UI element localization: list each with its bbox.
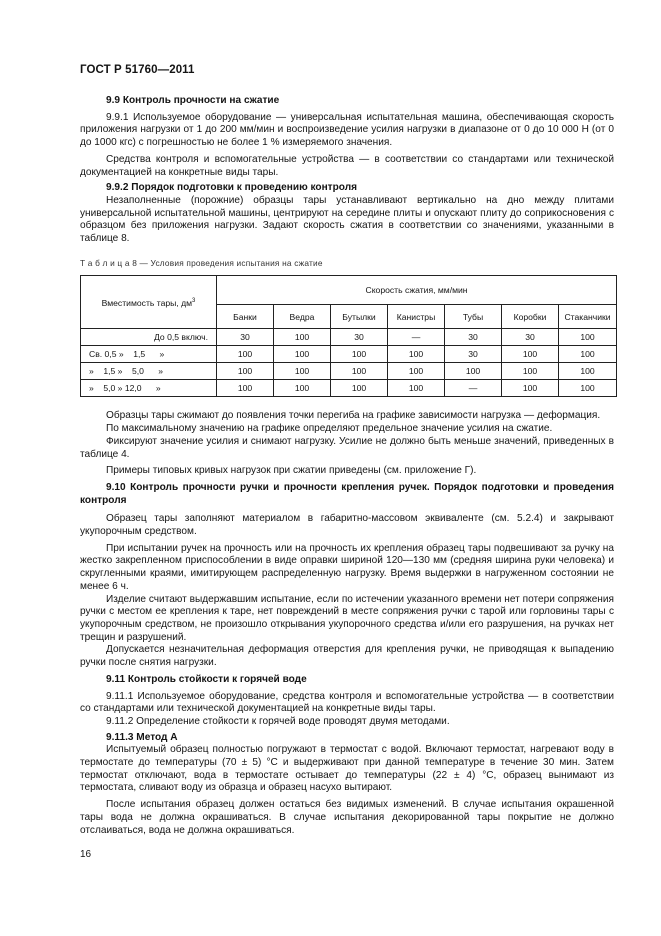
paragraph: После испытания образец должен остаться без видимых изменений. В случае испытания окрашенной тары вода не должна окрашиваться. В случае испытания декорированной тары покрытие не должно отслаиваться, вода не должна окрашиваться.	[80, 799, 614, 836]
column-header: Бутылки	[331, 305, 388, 329]
column-header: Канистры	[388, 305, 445, 329]
table-cell: 100	[274, 329, 331, 346]
paragraph: Допускается незначительная деформация отверстия для крепления ручки, не приводящая к выпадению ручки после снятия нагрузки.	[80, 644, 614, 669]
paragraph: Незаполненные (порожние) образцы тары устанавливают вертикально на дно между плитами универсальной испытательной машины, центрируют на середине плиты и опускают плиту до соприкосновения с образцом без приложения нагрузки. Задают скорость сжатия в соответствии со значениями, указанными в таблице 8.	[80, 194, 614, 245]
row-label: » 1,5 » 5,0 »	[81, 363, 217, 380]
table-cell: 100	[274, 380, 331, 397]
document-header: ГОСТ Р 51760—2011	[80, 64, 195, 76]
paragraph: 9.11.1 Используемое оборудование, средства контроля и вспомогательные устройства — в соответствии со стандартами или технической документацией на конкретные виды тары.	[80, 690, 614, 715]
row-label: » 5,0 » 12,0 »	[81, 380, 217, 397]
section-heading: 9.11 Контроль стойкости к горячей воде	[106, 673, 307, 685]
section-heading: 9.9 Контроль прочности на сжатие	[106, 95, 280, 106]
paragraph: Примеры типовых кривых нагрузок при сжатии приведены (см. приложение Г).	[106, 465, 477, 477]
table-row	[81, 380, 617, 397]
document-body	[80, 92, 614, 837]
speed-group-header: Скорость сжатия, мм/мин	[217, 276, 617, 305]
table-cell: 100	[217, 346, 274, 363]
table-cell: 100	[388, 380, 445, 397]
row-label: До 0,5 включ.	[81, 329, 217, 346]
paragraph: Испытуемый образец полностью погружают в термостат с водой. Включают термостат, нагревают воду в термостате до температуры (70 ± 5) °С и выдерживают при данной температуре в течение 30 мин. Затем термостат отключают, вода в термостате остывает до температуры (22 ± 4) °С, образец вынимают из термостата, сливают воду из образца и образец насухо вытирают.	[80, 744, 614, 794]
paragraph: 9.9.1 Используемое оборудование — универсальная испытательная машина, обеспечивающая скорость приложения нагрузки от 1 до 200 мм/мин и воспроизведение усилия нагрузки в диапазоне от 0 до 10 000 Н (от 0 до 1000 кгс) с погрешностью не более 1 % измеряемого значения.	[80, 111, 614, 149]
table-caption: Т а б л и ц а 8 — Условия проведения испытания на сжатие	[80, 257, 323, 268]
paragraph: При испытании ручек на прочность или на прочность их крепления образец тары подвешивают за ручку на жестко закрепленном приспособлении в виде оправки шириной 120—130 мм (средняя ширина руки человека) и скругленными краями, имитирующем распределенную нагрузку. Время выдержки в нагруженном состоянии не менее 6 ч.	[80, 542, 614, 592]
table-row	[81, 363, 617, 380]
paragraph: Образцы тары сжимают до появления точки перегиба на графике зависимости нагрузка — деформация.	[106, 410, 601, 422]
table-cell: 100	[445, 363, 502, 380]
section-heading: 9.11.3 Метод А	[106, 731, 178, 743]
table-cell: 100	[274, 346, 331, 363]
page-number: 16	[80, 849, 92, 860]
table-row	[81, 346, 617, 363]
table-cell: 100	[217, 380, 274, 397]
table-cell: 100	[331, 380, 388, 397]
table-cell: 100	[502, 363, 559, 380]
table-cell: 100	[331, 363, 388, 380]
sections-after-table	[80, 410, 614, 837]
table-cell: 100	[559, 346, 617, 363]
table-cell: 100	[502, 380, 559, 397]
paragraph: По максимальному значению на графике определяют предельное значение усилия на сжатие.	[106, 423, 553, 435]
paragraph: Изделие считают выдержавшим испытание, если по истечении указанного времени нет потери сопряжения ручки с местом ее крепления к таре, нет повреждений в месте сопряжения ручки с тарой или горловины тары с укупорочным средством, не произошло открывания укупорочного средства и/или его разрушения, на ручках нет трещин и разрушений.	[80, 593, 614, 643]
table-cell: 100	[331, 346, 388, 363]
table-cell: —	[445, 380, 502, 397]
table-cell: 30	[502, 329, 559, 346]
column-header: Коробки	[502, 305, 559, 329]
table-cell: 30	[217, 329, 274, 346]
table-cell: 30	[445, 329, 502, 346]
column-header: Ведра	[274, 305, 331, 329]
row-label: Св. 0,5 » 1,5 »	[81, 346, 217, 363]
table-cell: 100	[274, 363, 331, 380]
table-cell: —	[388, 329, 445, 346]
capacity-column-header: Вместимость тары, $дм^3$	[81, 276, 217, 329]
paragraph: Средства контроля и вспомогательные устройства — в соответствии со стандартами или технической документацией на конкретные виды тары.	[80, 153, 614, 178]
section-9-9	[80, 95, 614, 246]
column-header: Стаканчики	[559, 305, 617, 329]
table-cell: 100	[388, 346, 445, 363]
compression-speed-table	[80, 275, 617, 397]
paragraph: 9.11.2 Определение стойкости к горячей воде проводят двумя методами.	[106, 715, 450, 727]
table-cell: 30	[445, 346, 502, 363]
column-header: Тубы	[445, 305, 502, 329]
table-cell: 100	[388, 363, 445, 380]
section-heading: 9.10 Контроль прочности ручки и прочности крепления ручек. Порядок подготовки и проведения контроля	[80, 481, 614, 506]
table-cell: 100	[502, 346, 559, 363]
section-heading: 9.9.2 Порядок подготовки к проведению контроля	[106, 182, 358, 194]
table-cell: 100	[559, 380, 617, 397]
table-row	[81, 329, 617, 346]
column-header: Банки	[217, 305, 274, 329]
paragraph: Фиксируют значение усилия и снимают нагрузку. Усилие не должно быть меньше значений, приведенных в таблице 4.	[80, 435, 614, 460]
table-cell: 30	[331, 329, 388, 346]
paragraph: Образец тары заполняют материалом в габаритно-массовом эквиваленте (см. 5.2.4) и закрывают укупорочным средством.	[80, 513, 614, 538]
table-cell: 100	[559, 329, 617, 346]
table-cell: 100	[559, 363, 617, 380]
table-cell: 100	[217, 363, 274, 380]
